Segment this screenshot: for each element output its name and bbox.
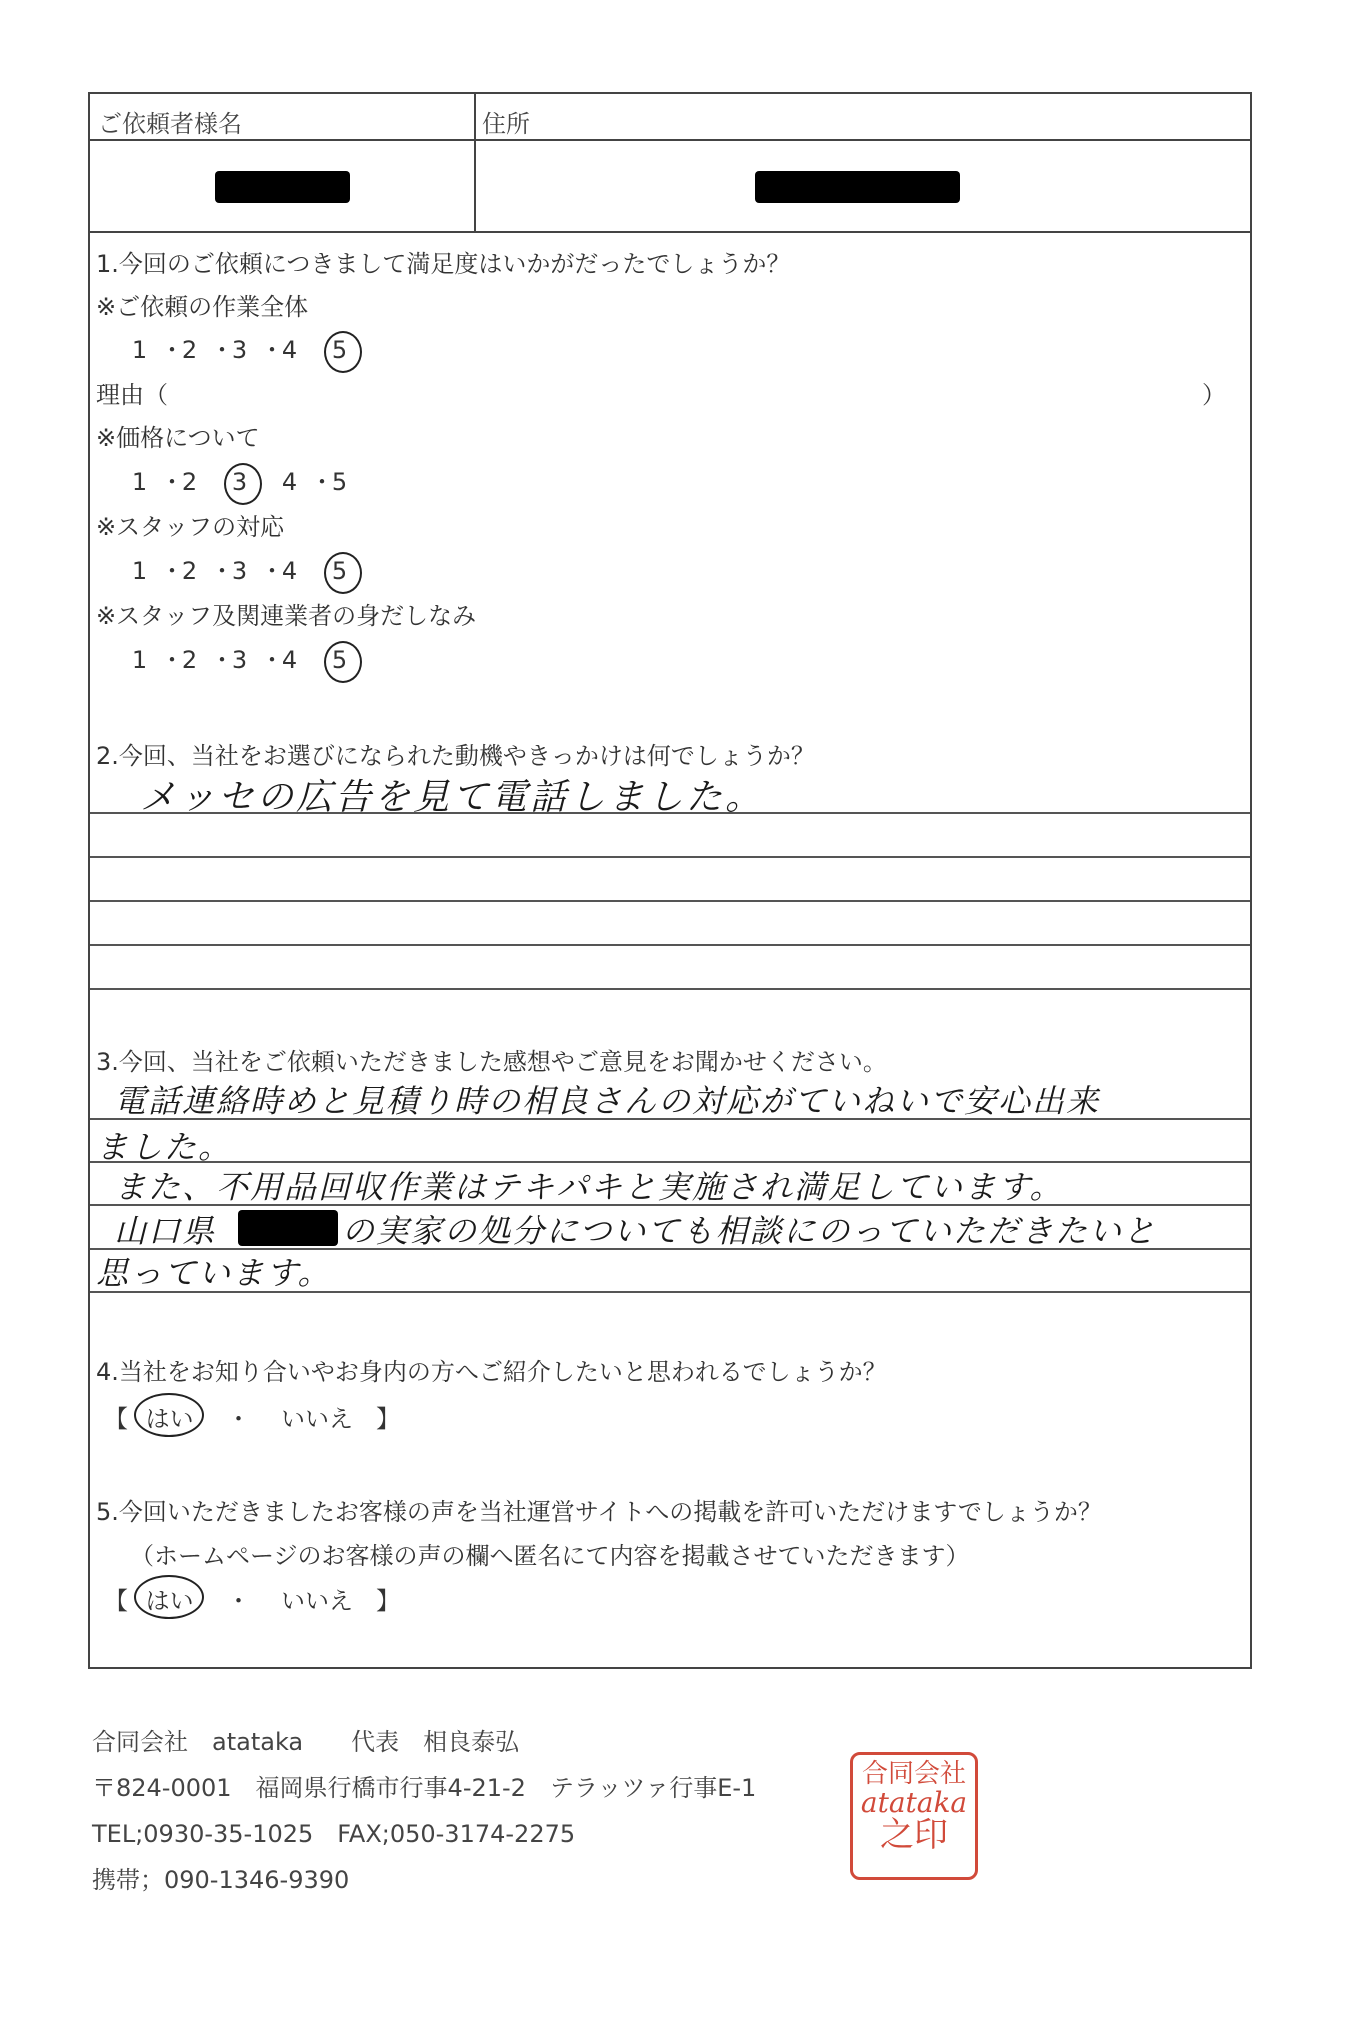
q1-item-overall-scale: 1 ・2 ・3 ・4 5 (120, 330, 360, 365)
q1-question: 1.今回のご依頼につきまして満足度はいかがだったでしょうか？ (96, 250, 791, 278)
q3-answer-line: 思っています。 (96, 1254, 332, 1292)
rule-line (90, 1118, 1250, 1120)
q2-handwritten-answer: メッセの広告を見て電話しました。 (140, 777, 765, 818)
scale-option-selected: 5 (320, 646, 360, 674)
q4-yes-selected: はい (136, 1399, 204, 1434)
footer-address: 〒824-0001 福岡県行橋市行事4-21-2 テラッツァ行事E-1 (92, 1774, 757, 1802)
bracket-open: 【 (104, 1405, 128, 1433)
separator: ・ (226, 1587, 251, 1615)
q2-question: 2.今回、当社をお選びになられた動機やきっかけは何でしょうか？ (96, 742, 815, 770)
q5-note: （ホームページのお客様の声の欄へ匿名にて内容を掲載させていただきます） (130, 1542, 970, 1570)
q1-item-appearance-scale: 1 ・2 ・3 ・4 5 (120, 640, 360, 675)
rule-line (90, 944, 1250, 946)
q1-item-staff-label: ※スタッフの対応 (96, 513, 285, 541)
q1-item-price-label: ※価格について (96, 424, 260, 452)
seal-line: 合同会社 (861, 1759, 966, 1789)
q3-answer-line: 電話連絡時めと見積り時の相良さんの対応がていねいで安心出来 (114, 1082, 1101, 1120)
seal-line: atataka (860, 1786, 968, 1820)
rule-line (90, 988, 1250, 990)
q3-question: 3.今回、当社をご依頼いただきました感想やご意見をお聞かせください。 (96, 1048, 887, 1076)
footer-mobile: 携帯；090-1346-9390 (92, 1866, 350, 1894)
scale-option: 3 (231, 646, 249, 674)
scale-option-selected: 5 (320, 557, 360, 585)
q1-item-appearance-label: ※スタッフ及関連業者の身だしなみ (96, 602, 477, 630)
rule-line (90, 900, 1250, 902)
q1-item-staff-scale: 1 ・2 ・3 ・4 5 (120, 551, 360, 586)
address-label: 住所 (482, 110, 530, 138)
bracket-close: 】 (375, 1405, 400, 1433)
values-divider (474, 141, 476, 231)
q4-no: いいえ (281, 1405, 354, 1433)
rule-line (90, 856, 1250, 858)
q4-answer-choice (104, 1399, 400, 1434)
q5-question: 5.今回いただきましたお客様の声を当社運営サイトへの掲載を許可いただけますでしょうか？ (96, 1498, 1102, 1526)
q4-question: 4.当社をお知り合いやお身内の方へご紹介したいと思われるでしょうか？ (96, 1358, 887, 1386)
bracket-close: 】 (375, 1587, 400, 1615)
q3-answer-line: 山口県 (114, 1212, 217, 1250)
company-seal-stamp (850, 1752, 978, 1880)
header-divider (474, 94, 476, 139)
header-row (90, 94, 1250, 141)
scale-option: 3 (231, 336, 249, 364)
q1-reason-close: ） (1202, 381, 1226, 409)
scale-option: 1 (131, 336, 149, 364)
scale-option: 3 (231, 557, 249, 585)
scale-option-selected: 3 (220, 468, 260, 496)
q1-item-overall-label: ※ご依頼の作業全体 (96, 293, 309, 321)
rule-line (90, 1291, 1250, 1293)
header-values-row (90, 141, 1250, 233)
scale-option: 4 (281, 646, 299, 674)
redacted-address (755, 171, 960, 203)
scale-option-selected: 5 (320, 336, 360, 364)
survey-form (88, 92, 1252, 1669)
scale-option: 1 (131, 557, 149, 585)
redacted-location (238, 1210, 338, 1246)
q3-answer-line: また、不用品回収作業はテキパキと実施され満足しています。 (114, 1168, 1064, 1206)
q1-reason-label: 理由（ (96, 381, 168, 409)
footer-company: 合同会社 atataka 代表 相良泰弘 (92, 1728, 520, 1756)
q3-answer-line: の実家の処分についても相談にのっていただきたいと (342, 1212, 1158, 1250)
footer-tel-fax: TEL;0930-35-1025 FAX;050-3174-2275 (92, 1820, 576, 1848)
scale-option: 4 (281, 468, 299, 496)
separator: ・ (226, 1405, 251, 1433)
scale-option: 2 (181, 336, 199, 364)
rule-line (90, 812, 1250, 814)
scale-option: 4 (281, 336, 299, 364)
scale-option: 5 (331, 468, 349, 496)
scale-option: 2 (181, 646, 199, 674)
q1-item-price-scale: 1 ・2 3 4 ・5 (120, 462, 360, 497)
q5-answer-choice (104, 1581, 400, 1616)
q5-no: いいえ (281, 1587, 354, 1615)
scale-option: 2 (181, 557, 199, 585)
q5-yes-selected: はい (136, 1581, 204, 1616)
scale-option: 2 (181, 468, 199, 496)
scale-option: 1 (131, 468, 149, 496)
bracket-open: 【 (104, 1587, 128, 1615)
scale-option: 1 (131, 646, 149, 674)
redacted-client-name (215, 171, 350, 203)
q3-answer-line: ました。 (96, 1128, 233, 1166)
seal-line: 之印 (880, 1814, 948, 1855)
scale-option: 4 (281, 557, 299, 585)
client-name-label: ご依頼者様名 (98, 110, 242, 138)
